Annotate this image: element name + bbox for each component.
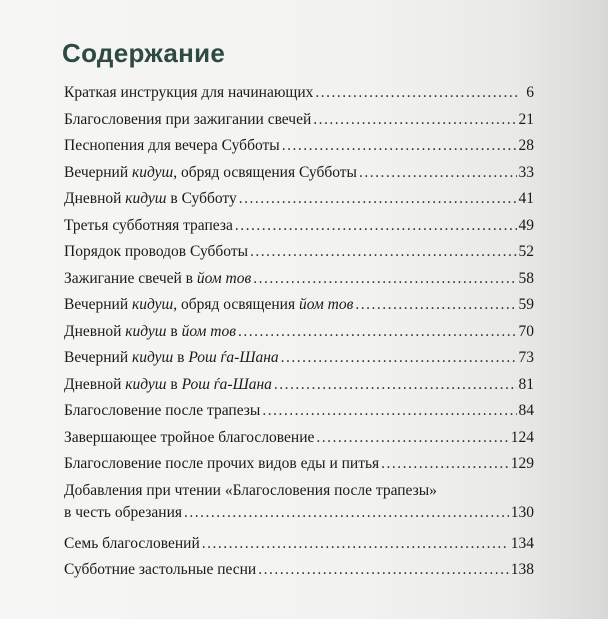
- toc-entry-page-number: 6: [526, 84, 534, 101]
- toc-entry-page-number: 49: [518, 216, 534, 234]
- toc-entry-title: Вечерний: [64, 349, 133, 366]
- toc-entry-page-number: 134: [510, 534, 534, 552]
- toc-entry-title: Порядок проводов Субботы: [64, 243, 249, 260]
- toc-entry: [64, 296, 534, 323]
- page-title: Содержание: [62, 38, 226, 68]
- dot-leader: [238, 323, 517, 341]
- toc-entry-title-continuation: [64, 504, 534, 522]
- toc-entry-italic-term: йом тов: [196, 269, 252, 287]
- toc-entry-italic-term: кидуш: [132, 163, 174, 181]
- toc-entry-page-number: 73: [518, 349, 534, 366]
- dot-leader: [281, 349, 517, 367]
- toc-entry-title: Дневной: [64, 322, 126, 340]
- toc-entry: [64, 111, 534, 138]
- toc-entry: [64, 455, 534, 482]
- toc-entry: [64, 402, 534, 429]
- toc-entry-title: Вечерний: [64, 163, 133, 181]
- dot-leader: [258, 561, 509, 579]
- toc-entry-title: Дневной: [64, 375, 126, 393]
- toc-entry-page-number: 52: [518, 243, 534, 260]
- toc-entry-title: Третья субботняя трапеза: [64, 216, 233, 234]
- table-of-contents: [64, 84, 534, 588]
- toc-entry-italic-term: Рош ѓа-Шана: [181, 375, 272, 393]
- dot-leader: [359, 164, 517, 182]
- dot-leader: [315, 84, 518, 102]
- toc-entry-italic-term: йом тов: [298, 296, 354, 313]
- dot-leader: [355, 296, 516, 314]
- toc-entry-page-number: 70: [518, 322, 534, 340]
- toc-entry-title: Дневной: [64, 190, 126, 207]
- toc-entry-title: Благословение после трапезы: [64, 402, 261, 419]
- dot-leader: [253, 270, 516, 288]
- toc-entry-page-number: 41: [518, 190, 534, 207]
- toc-entry-italic-term: кидуш: [132, 349, 174, 366]
- toc-entry-page-number: 129: [510, 455, 534, 472]
- toc-entry-page-number: 33: [518, 163, 534, 181]
- toc-entry: [64, 84, 534, 111]
- toc-entry: [64, 190, 534, 217]
- toc-entry-title: , обряд освящения Субботы: [173, 163, 357, 181]
- toc-entry-italic-term: кидуш: [125, 322, 167, 340]
- toc-entry-title: Краткая инструкция для начинающих: [64, 84, 314, 101]
- toc-entry-page-number: 84: [518, 402, 534, 419]
- toc-entry-page-number: 124: [510, 428, 534, 446]
- toc-entry: [64, 349, 534, 376]
- toc-entry-page-number: 81: [518, 375, 534, 393]
- toc-entry-page-number: 59: [518, 296, 534, 313]
- toc-entry-page-number: 21: [518, 110, 534, 128]
- toc-entry: [64, 482, 534, 535]
- toc-entry: [64, 217, 534, 244]
- dot-leader: [316, 429, 508, 447]
- dot-leader: [184, 504, 509, 522]
- toc-entry-page-number: 130: [510, 503, 534, 521]
- toc-entry-title: в: [173, 349, 189, 366]
- toc-entry-italic-term: кидуш: [125, 375, 167, 393]
- toc-entry: [64, 270, 534, 297]
- toc-entry-title: Благословение после прочих видов еды и питья: [64, 455, 380, 472]
- toc-entry-italic-term: йом тов: [181, 322, 236, 340]
- toc-entry-italic-term: кидуш: [132, 296, 174, 313]
- toc-entry: [64, 323, 534, 350]
- toc-entry-title-line: Добавления при чтении «Благословения после трапезы»: [64, 481, 437, 499]
- toc-entry-title: , обряд освящения: [173, 296, 299, 313]
- dot-leader: [381, 455, 509, 473]
- toc-entry-title: Завершающее тройное благословение: [64, 428, 315, 446]
- dot-leader: [250, 243, 516, 261]
- toc-entry-page-number: 58: [518, 269, 534, 287]
- toc-entry-title: Песнопения для вечера Субботы: [64, 137, 280, 154]
- toc-entry: [64, 137, 534, 164]
- toc-entry: [64, 535, 534, 562]
- toc-entry-title: Зажигание свечей в: [64, 269, 197, 287]
- dot-leader: [282, 137, 517, 155]
- dot-leader: [202, 535, 509, 553]
- dot-leader: [235, 217, 517, 235]
- toc-entry: [64, 243, 534, 270]
- toc-entry-italic-term: Рош ѓа-Шана: [188, 349, 279, 366]
- toc-entry-title: в: [166, 375, 182, 393]
- dot-leader: [262, 402, 516, 420]
- toc-entry: [64, 164, 534, 191]
- toc-entry-page-number: 28: [518, 137, 534, 154]
- toc-entry-title: в Субботу: [166, 190, 237, 207]
- toc-entry: [64, 376, 534, 403]
- toc-entry-title: Семь благословений: [64, 534, 200, 552]
- dot-leader: [313, 111, 516, 129]
- toc-entry-title: Субботние застольные песни: [64, 561, 257, 578]
- toc-entry-title: Благословения при зажигании свечей: [64, 110, 312, 128]
- toc-entry-title: в: [166, 322, 182, 340]
- toc-entry-title: Вечерний: [64, 296, 133, 313]
- toc-entry-page-number: 138: [510, 561, 534, 578]
- toc-entry: [64, 561, 534, 588]
- dot-leader: [274, 376, 517, 394]
- toc-entry-italic-term: кидуш: [125, 190, 167, 207]
- dot-leader: [239, 190, 517, 208]
- toc-entry-title: в честь обрезания: [64, 503, 183, 521]
- toc-entry: [64, 429, 534, 456]
